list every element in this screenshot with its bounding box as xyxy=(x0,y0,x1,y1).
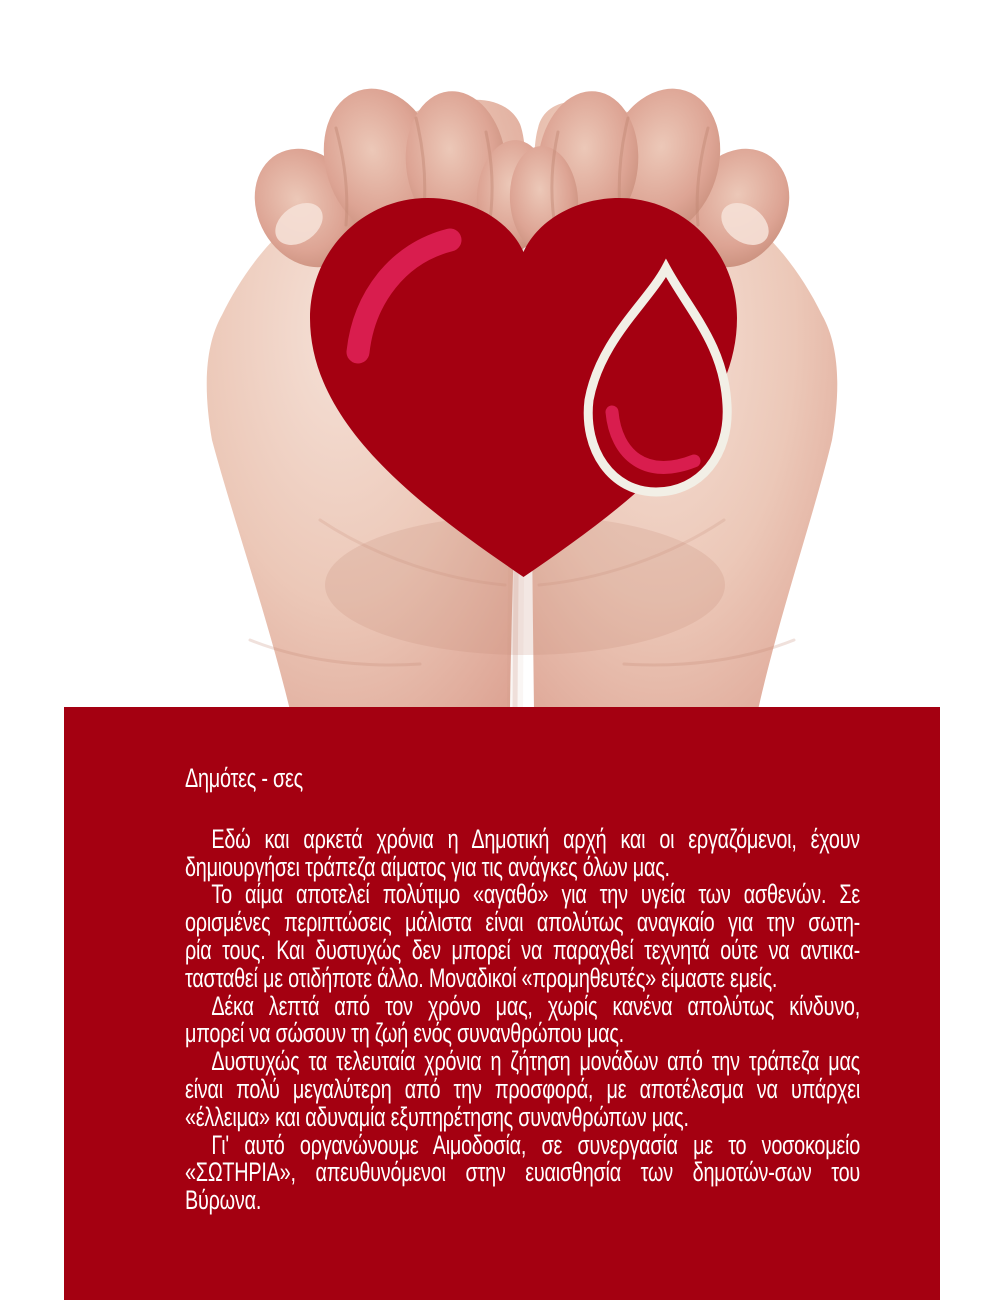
body-line: Δέκα λεπτά από τον χρόνο μας, χωρίς κανένα απολύτως κίνδυνο, xyxy=(211,990,861,1021)
body-line: Γι' αυτό οργανώνουμε Αιμοδοσία, σε συνεργασία με το νοσοκομείο xyxy=(211,1129,861,1160)
body-line: είναι πολύ μεγαλύτερη από την προσφορά, με αποτέλεσμα να υπάρχει xyxy=(185,1073,861,1104)
body-line: δημιουργήσει τράπεζα αίματος για τις ανάγκες όλων μας. xyxy=(185,851,670,882)
body-line: τασταθεί με οτιδήποτε άλλο. Μοναδικοί «προμηθευτές» είμαστε εμείς. xyxy=(185,962,778,993)
body-line: «έλλειμα» και αδυναμία εξυπηρέτησης συνανθρώπων μας. xyxy=(185,1101,689,1132)
body-line: Το αίμα αποτελεί πολύτιμο «αγαθό» για την υγεία των ασθενών. Σε xyxy=(211,879,861,910)
body-line: Βύρωνα. xyxy=(185,1185,262,1216)
text-block xyxy=(185,765,860,1215)
body-line: Εδώ και αρκετά χρόνια η Δημοτική αρχή και οι εργαζόμενοι, έχουν xyxy=(211,823,861,854)
body-line: ορισμένες περιπτώσεις μάλιστα είναι απολύτως αναγκαίο για την σωτη- xyxy=(185,907,861,938)
body-line: Δυστυχώς τα τελευταία χρόνια η ζήτηση μονάδων από την τράπεζα μας xyxy=(211,1046,861,1077)
body-line: «ΣΩΤΗΡΙΑ», απευθυνόμενοι στην ευαισθησία των δημοτών-σων του xyxy=(185,1157,861,1188)
body-line: μπορεί να σώσουν τη ζωή ενός συνανθρώπου μας. xyxy=(185,1018,624,1049)
body-line: ρία τους. Και δυστυχώς δεν μπορεί να παραχθεί τεχνητά ούτε να αντικα- xyxy=(185,934,861,965)
text-panel xyxy=(64,707,940,1300)
salutation-title: Δημότες - σες xyxy=(185,763,303,793)
